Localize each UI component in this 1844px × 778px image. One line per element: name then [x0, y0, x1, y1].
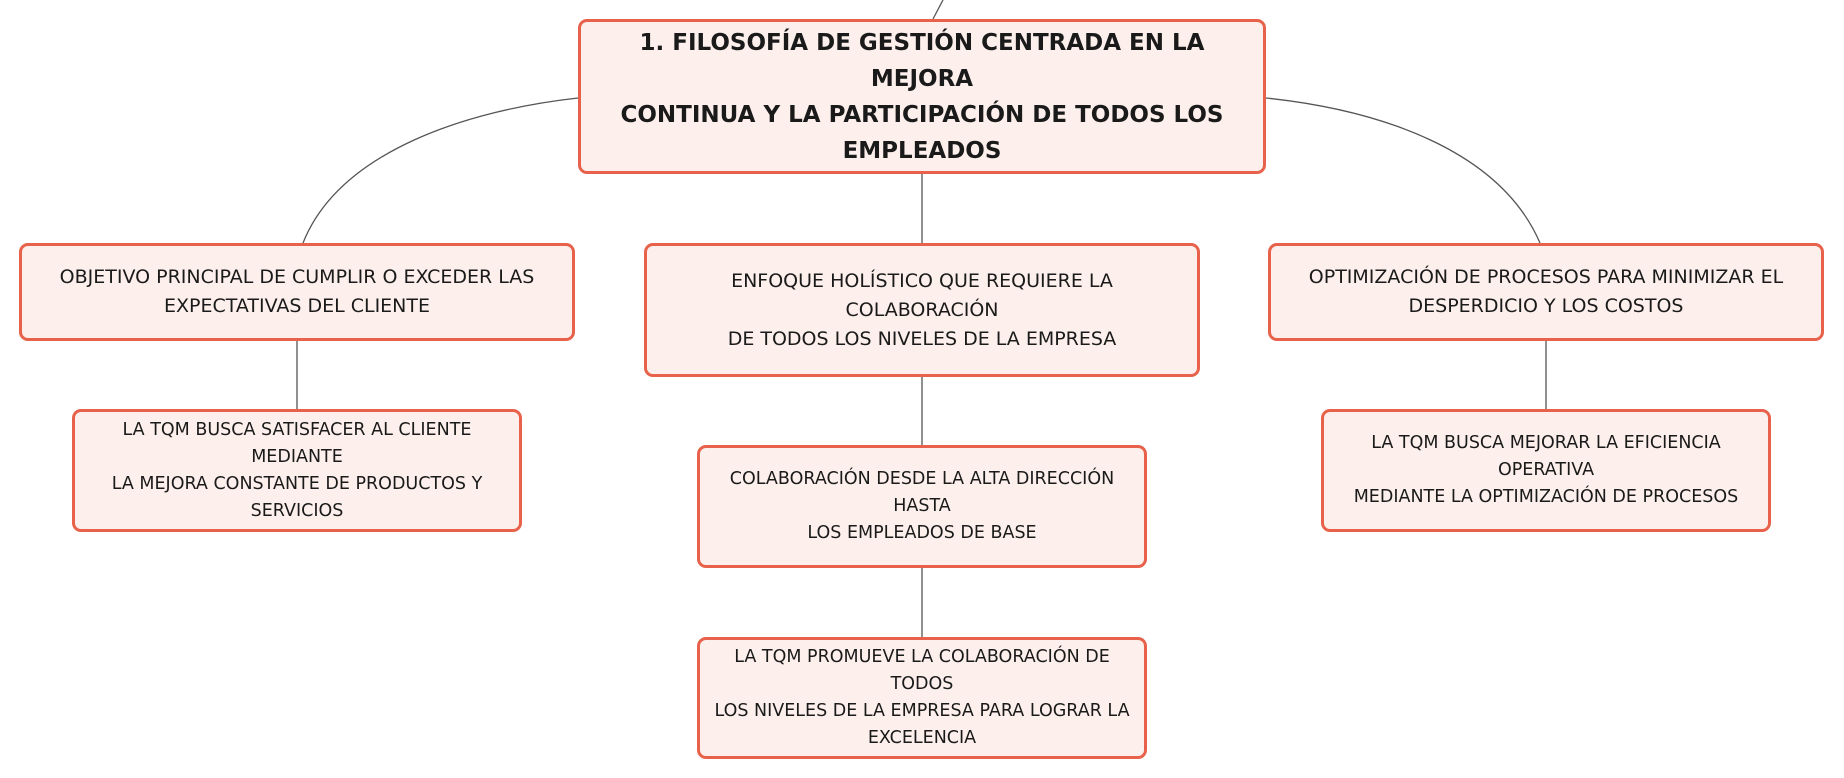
leaf-node-operational-efficiency[interactable] — [1321, 409, 1771, 532]
leaf-node-label: LA TQM PROMUEVE LA COLABORACIÓN DE TODOS LOS NIVELES DE LA EMPRESA PARA LOGRAR LA EXCELENCIA — [714, 647, 1130, 748]
connector-parent-in — [933, 0, 943, 19]
root-node[interactable] — [578, 19, 1266, 174]
leaf-node-customer-satisfaction[interactable] — [72, 409, 522, 532]
branch-node-process-optimization[interactable] — [1268, 243, 1824, 341]
branch-node-label: OPTIMIZACIÓN DE PROCESOS PARA MINIMIZAR EL DESPERDICIO Y LOS COSTOS — [1308, 266, 1784, 317]
leaf-node-excellence-collaboration[interactable] — [697, 637, 1147, 759]
leaf-node-label: COLABORACIÓN DESDE LA ALTA DIRECCIÓN HASTA LOS EMPLEADOS DE BASE — [729, 469, 1115, 543]
connector-root-left — [303, 98, 578, 243]
leaf-node-label: LA TQM BUSCA SATISFACER AL CLIENTE MEDIANTE LA MEJORA CONSTANTE DE PRODUCTOS Y SERVICIOS — [111, 419, 483, 521]
branch-node-customer-objective[interactable] — [19, 243, 575, 341]
leaf-node-label: LA TQM BUSCA MEJORAR LA EFICIENCIA OPERATIVA MEDIANTE LA OPTIMIZACIÓN DE PROCESOS — [1353, 433, 1739, 507]
connector-root-right — [1266, 98, 1540, 243]
branch-node-holistic-approach[interactable] — [644, 243, 1200, 377]
leaf-node-management-collaboration[interactable] — [697, 445, 1147, 568]
root-node-label: 1. FILOSOFÍA DE GESTIÓN CENTRADA EN LA MEJORA CONTINUA Y LA PARTICIPACIÓN DE TODOS LOS EMPLEADOS — [620, 29, 1224, 164]
branch-node-label: OBJETIVO PRINCIPAL DE CUMPLIR O EXCEDER LAS EXPECTATIVAS DEL CLIENTE — [59, 266, 535, 317]
branch-node-label: ENFOQUE HOLÍSTICO QUE REQUIERE LA COLABORACIÓN DE TODOS LOS NIVELES DE LA EMPRESA — [727, 269, 1117, 350]
